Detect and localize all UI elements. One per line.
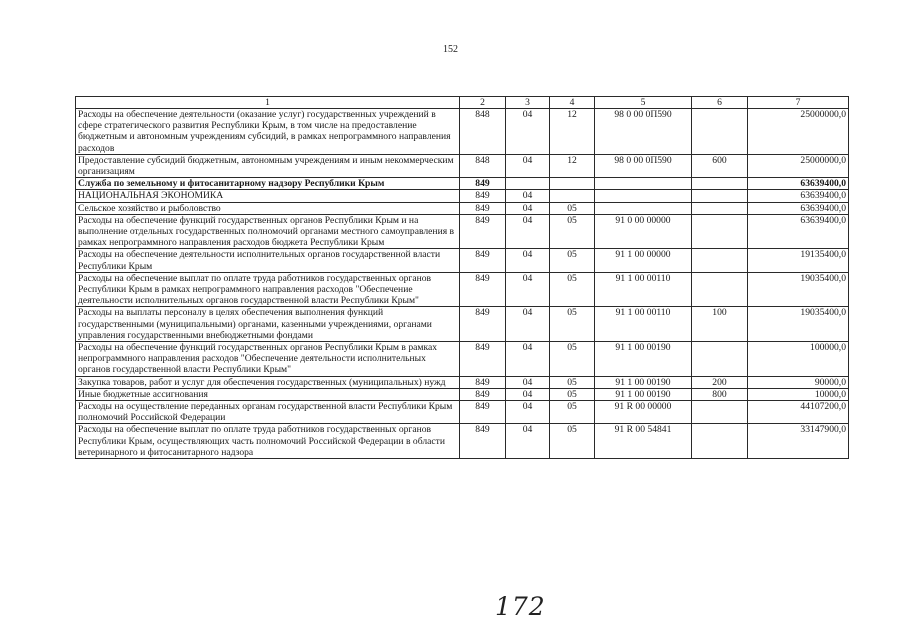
row-name-cell: Служба по земельному и фитосанитарному надзору Республики Крым <box>76 178 460 190</box>
subsection-cell: 12 <box>550 109 595 155</box>
code-admin-cell: 849 <box>460 388 506 400</box>
code-admin-cell: 849 <box>460 424 506 459</box>
row-name-cell: Расходы на обеспечение деятельности (оказание услуг) государственных учреждений в сфере стратегического развития Республики Крым, в том числе на предоставление бюджетным и автономным учреждениям субсидий, в рамках непрограммного направления расходов <box>76 109 460 155</box>
section-cell: 04 <box>506 249 550 272</box>
code-admin-cell: 849 <box>460 342 506 377</box>
subsection-cell <box>550 178 595 190</box>
amount-cell: 63639400,0 <box>748 202 849 214</box>
amount-cell: 63639400,0 <box>748 190 849 202</box>
expense-type-cell <box>692 424 748 459</box>
section-cell: 04 <box>506 307 550 342</box>
subsection-cell: 05 <box>550 424 595 459</box>
budget-table <box>75 96 849 459</box>
code-admin-cell: 849 <box>460 376 506 388</box>
section-cell <box>506 178 550 190</box>
expense-type-cell <box>692 401 748 424</box>
row-name-cell: Предоставление субсидий бюджетным, автономным учреждениям и иным некоммерческим организациям <box>76 154 460 177</box>
table-header-row <box>76 97 849 109</box>
subsection-cell: 05 <box>550 214 595 249</box>
amount-cell: 44107200,0 <box>748 401 849 424</box>
target-article-cell: 91 1 00 00190 <box>595 388 692 400</box>
amount-cell: 25000000,0 <box>748 154 849 177</box>
expense-type-cell: 200 <box>692 376 748 388</box>
handwritten-page-number: 172 <box>495 592 546 621</box>
section-cell: 04 <box>506 190 550 202</box>
row-name-cell: Расходы на обеспечение выплат по оплате труда работников государственных органов Республики Крым, осуществляющих часть полномочий Российской Федерации в области ветеринарного и фитосанитарного надзора <box>76 424 460 459</box>
section-cell: 04 <box>506 376 550 388</box>
expense-type-cell: 600 <box>692 154 748 177</box>
target-article-cell: 91 0 00 00000 <box>595 214 692 249</box>
column-header: 6 <box>692 97 748 109</box>
column-header: 1 <box>76 97 460 109</box>
section-cell: 04 <box>506 272 550 307</box>
column-header: 3 <box>506 97 550 109</box>
table-row <box>76 272 849 307</box>
subsection-cell: 05 <box>550 376 595 388</box>
section-cell: 04 <box>506 109 550 155</box>
expense-type-cell <box>692 214 748 249</box>
target-article-cell: 98 0 00 0П590 <box>595 109 692 155</box>
section-cell: 04 <box>506 401 550 424</box>
amount-cell: 63639400,0 <box>748 178 849 190</box>
table-row <box>76 307 849 342</box>
target-article-cell: 91 R 00 00000 <box>595 401 692 424</box>
target-article-cell <box>595 202 692 214</box>
row-name-cell: Расходы на осуществление переданных органам государственной власти Республики Крым полномочий Российской Федерации <box>76 401 460 424</box>
amount-cell: 63639400,0 <box>748 214 849 249</box>
table-row <box>76 249 849 272</box>
expense-type-cell <box>692 178 748 190</box>
subsection-cell: 05 <box>550 342 595 377</box>
amount-cell: 19135400,0 <box>748 249 849 272</box>
target-article-cell: 98 0 00 0П590 <box>595 154 692 177</box>
code-admin-cell: 849 <box>460 307 506 342</box>
subsection-cell: 05 <box>550 307 595 342</box>
table-row <box>76 376 849 388</box>
row-name-cell: Расходы на обеспечение деятельности исполнительных органов государственной власти Республики Крым <box>76 249 460 272</box>
column-header: 5 <box>595 97 692 109</box>
section-cell: 04 <box>506 202 550 214</box>
expense-type-cell <box>692 202 748 214</box>
section-cell: 04 <box>506 424 550 459</box>
row-name-cell: Сельское хозяйство и рыболовство <box>76 202 460 214</box>
page-number: 152 <box>443 44 458 55</box>
section-cell: 04 <box>506 342 550 377</box>
amount-cell: 25000000,0 <box>748 109 849 155</box>
column-header: 2 <box>460 97 506 109</box>
expense-type-cell: 800 <box>692 388 748 400</box>
target-article-cell: 91 R 00 54841 <box>595 424 692 459</box>
expense-type-cell <box>692 109 748 155</box>
code-admin-cell: 849 <box>460 272 506 307</box>
amount-cell: 19035400,0 <box>748 307 849 342</box>
table-row <box>76 388 849 400</box>
section-cell: 04 <box>506 388 550 400</box>
code-admin-cell: 849 <box>460 190 506 202</box>
expense-type-cell <box>692 342 748 377</box>
section-cell: 04 <box>506 154 550 177</box>
column-header: 4 <box>550 97 595 109</box>
target-article-cell: 91 1 00 00110 <box>595 272 692 307</box>
amount-cell: 33147900,0 <box>748 424 849 459</box>
code-admin-cell: 849 <box>460 249 506 272</box>
amount-cell: 90000,0 <box>748 376 849 388</box>
table-row <box>76 109 849 155</box>
code-admin-cell: 849 <box>460 214 506 249</box>
table-body <box>76 109 849 459</box>
section-cell: 04 <box>506 214 550 249</box>
expense-type-cell <box>692 272 748 307</box>
amount-cell: 19035400,0 <box>748 272 849 307</box>
code-admin-cell: 849 <box>460 202 506 214</box>
column-header: 7 <box>748 97 849 109</box>
table-row <box>76 190 849 202</box>
row-name-cell: Расходы на обеспечение функций государственных органов Республики Крым в рамках непрограммного направления расходов "Обеспечение деятельности исполнительных органов государственной власти Республики Крым" <box>76 342 460 377</box>
code-admin-cell: 849 <box>460 178 506 190</box>
subsection-cell: 05 <box>550 388 595 400</box>
subsection-cell: 05 <box>550 249 595 272</box>
target-article-cell <box>595 190 692 202</box>
table-row <box>76 401 849 424</box>
subsection-cell: 05 <box>550 202 595 214</box>
expense-type-cell: 100 <box>692 307 748 342</box>
target-article-cell <box>595 178 692 190</box>
amount-cell: 100000,0 <box>748 342 849 377</box>
subsection-cell: 12 <box>550 154 595 177</box>
table-row <box>76 178 849 190</box>
subsection-cell: 05 <box>550 272 595 307</box>
target-article-cell: 91 1 00 00190 <box>595 342 692 377</box>
amount-cell: 10000,0 <box>748 388 849 400</box>
row-name-cell: Расходы на обеспечение функций государственных органов Республики Крым и на выполнение отдельных государственных полномочий органами местного самоуправления в рамках непрограммного направления расходов бюджета Республики Крым <box>76 214 460 249</box>
row-name-cell: Закупка товаров, работ и услуг для обеспечения государственных (муниципальных) нужд <box>76 376 460 388</box>
code-admin-cell: 848 <box>460 154 506 177</box>
target-article-cell: 91 1 00 00190 <box>595 376 692 388</box>
target-article-cell: 91 1 00 00110 <box>595 307 692 342</box>
table-row <box>76 202 849 214</box>
code-admin-cell: 848 <box>460 109 506 155</box>
expense-type-cell <box>692 249 748 272</box>
row-name-cell: Расходы на выплаты персоналу в целях обеспечения выполнения функций государственными (муниципальными) органами, казенными учреждениями, органами управления государственными внебюджетными фондами <box>76 307 460 342</box>
subsection-cell: 05 <box>550 401 595 424</box>
table-row <box>76 154 849 177</box>
table-row <box>76 214 849 249</box>
expense-type-cell <box>692 190 748 202</box>
subsection-cell <box>550 190 595 202</box>
table-row <box>76 342 849 377</box>
table-row <box>76 424 849 459</box>
row-name-cell: НАЦИОНАЛЬНАЯ ЭКОНОМИКА <box>76 190 460 202</box>
code-admin-cell: 849 <box>460 401 506 424</box>
row-name-cell: Расходы на обеспечение выплат по оплате труда работников государственных органов Республики Крым в рамках непрограммного направления расходов "Обеспечение деятельности исполнительных органов государственной власти Республики Крым" <box>76 272 460 307</box>
target-article-cell: 91 1 00 00000 <box>595 249 692 272</box>
row-name-cell: Иные бюджетные ассигнования <box>76 388 460 400</box>
